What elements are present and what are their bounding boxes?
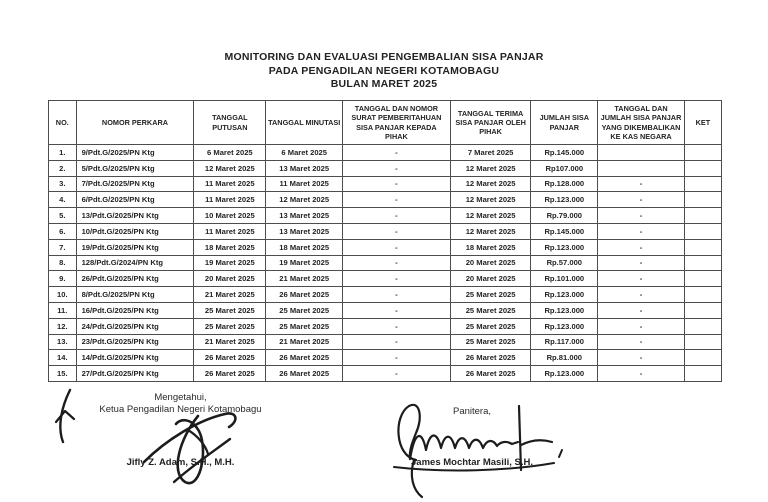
table-cell: 7 Maret 2025 xyxy=(450,145,531,161)
table-cell: - xyxy=(598,223,685,239)
table-cell: 12 Maret 2025 xyxy=(450,160,531,176)
table-cell: 11 Maret 2025 xyxy=(194,192,266,208)
column-header-jumlah-sisa-panjar: JUMLAH SISA PANJAR xyxy=(531,101,598,145)
table-cell: 25 Maret 2025 xyxy=(450,318,531,334)
table-cell: - xyxy=(343,208,451,224)
table-cell: 7. xyxy=(49,239,77,255)
table-cell: 13 Maret 2025 xyxy=(266,208,343,224)
table-cell: 10/Pdt.G/2025/PN Ktg xyxy=(76,223,194,239)
table-cell: 8/Pdt.G/2025/PN Ktg xyxy=(76,287,194,303)
table-cell: 20 Maret 2025 xyxy=(450,255,531,271)
table-cell: 26 Maret 2025 xyxy=(450,350,531,366)
table-cell: Rp.79.000 xyxy=(531,208,598,224)
table-cell: 26 Maret 2025 xyxy=(266,350,343,366)
table-cell: 128/Pdt.G/2024/PN Ktg xyxy=(76,255,194,271)
table-row xyxy=(49,287,722,303)
table-cell: - xyxy=(598,318,685,334)
table-cell: - xyxy=(343,350,451,366)
table-cell xyxy=(684,318,721,334)
table-cell: - xyxy=(343,223,451,239)
table-cell: Rp.123.000 xyxy=(531,239,598,255)
table-cell xyxy=(684,287,721,303)
table-header xyxy=(49,101,722,145)
signature-block-left xyxy=(58,392,303,469)
column-header-dikembalikan-kas-negara: TANGGAL DAN JUMLAH SISA PANJAR YANG DIKEMBALIKAN KE KAS NEGARA xyxy=(598,101,685,145)
table-cell: 18 Maret 2025 xyxy=(450,239,531,255)
table-row xyxy=(49,271,722,287)
table-cell: 11 Maret 2025 xyxy=(194,176,266,192)
table-cell: 11 Maret 2025 xyxy=(194,223,266,239)
table-row xyxy=(49,223,722,239)
table-cell: - xyxy=(598,334,685,350)
table-row xyxy=(49,176,722,192)
table-cell: - xyxy=(598,176,685,192)
table-cell: Rp.123.000 xyxy=(531,366,598,382)
column-header-tanggal-terima: TANGGAL TERIMA SISA PANJAR OLEH PIHAK xyxy=(450,101,531,145)
table-cell xyxy=(684,223,721,239)
table-cell: 12 Maret 2025 xyxy=(450,192,531,208)
table-cell: 25 Maret 2025 xyxy=(266,318,343,334)
table-cell: 25 Maret 2025 xyxy=(450,334,531,350)
table-cell: 13. xyxy=(49,334,77,350)
title-line-3: BULAN MARET 2025 xyxy=(330,78,438,90)
table-cell: - xyxy=(343,192,451,208)
table-cell: Rp.145.000 xyxy=(531,145,598,161)
table-cell: - xyxy=(598,287,685,303)
table-cell: - xyxy=(343,318,451,334)
table-row xyxy=(49,318,722,334)
table-cell: 12 Maret 2025 xyxy=(266,192,343,208)
table-cell: 25 Maret 2025 xyxy=(450,302,531,318)
table-cell: - xyxy=(598,302,685,318)
table-cell: 18 Maret 2025 xyxy=(266,239,343,255)
table-cell: Rp.57.000 xyxy=(531,255,598,271)
signature-left-subtitle: Ketua Pengadilan Negeri Kotamobagu xyxy=(99,404,262,415)
table-cell: 5. xyxy=(49,208,77,224)
table-cell: 24/Pdt.G/2025/PN Ktg xyxy=(76,318,194,334)
table-cell xyxy=(684,208,721,224)
table-cell: 12 Maret 2025 xyxy=(194,160,266,176)
table-cell: 10. xyxy=(49,287,77,303)
table-cell xyxy=(684,160,721,176)
table-cell: Rp.123.000 xyxy=(531,318,598,334)
table-cell: 13/Pdt.G/2025/PN Ktg xyxy=(76,208,194,224)
signature-right-name: James Mochtar Masili, S.H. xyxy=(411,457,533,468)
table-cell: 7/Pdt.G/2025/PN Ktg xyxy=(76,176,194,192)
table-cell: 26 Maret 2025 xyxy=(450,366,531,382)
table-cell: 8. xyxy=(49,255,77,271)
table-cell: - xyxy=(598,366,685,382)
table-cell: 6. xyxy=(49,223,77,239)
table-cell: 12. xyxy=(49,318,77,334)
table-cell xyxy=(684,334,721,350)
table-row xyxy=(49,208,722,224)
signature-left-name: Jifly Z. Adam, S.H., M.H. xyxy=(126,457,235,468)
table-row xyxy=(49,334,722,350)
table-cell: 26 Maret 2025 xyxy=(266,366,343,382)
table-cell: 10 Maret 2025 xyxy=(194,208,266,224)
table-cell: 19 Maret 2025 xyxy=(194,255,266,271)
table-cell: 26 Maret 2025 xyxy=(194,350,266,366)
table-cell: - xyxy=(598,255,685,271)
table-cell: Rp.101.000 xyxy=(531,271,598,287)
column-header-ket: KET xyxy=(684,101,721,145)
table-cell: 19 Maret 2025 xyxy=(266,255,343,271)
title-line-2: PADA PENGADILAN NEGERI KOTAMOBAGU xyxy=(268,64,500,77)
table-cell xyxy=(684,239,721,255)
table-cell: - xyxy=(343,255,451,271)
column-header-no: NO. xyxy=(49,101,77,145)
table-cell: 21 Maret 2025 xyxy=(266,271,343,287)
signature-right-title: Panitera, xyxy=(452,406,492,417)
table-cell: 25 Maret 2025 xyxy=(194,318,266,334)
table-cell: - xyxy=(343,160,451,176)
table-cell: 3. xyxy=(49,176,77,192)
table-cell: 26/Pdt.G/2025/PN Ktg xyxy=(76,271,194,287)
table-cell: 25 Maret 2025 xyxy=(450,287,531,303)
table-cell: 26 Maret 2025 xyxy=(194,366,266,382)
table-cell: 11. xyxy=(49,302,77,318)
table-cell: - xyxy=(343,145,451,161)
column-header-tanggal-minutasi: TANGGAL MINUTASI xyxy=(266,101,343,145)
table-cell xyxy=(684,192,721,208)
table-cell xyxy=(684,271,721,287)
table-cell: - xyxy=(598,192,685,208)
table-cell: 6 Maret 2025 xyxy=(194,145,266,161)
table-cell: Rp.81.000 xyxy=(531,350,598,366)
table-cell: - xyxy=(598,271,685,287)
table-header-row xyxy=(49,101,722,145)
table-cell: - xyxy=(598,208,685,224)
table-row xyxy=(49,192,722,208)
table-row xyxy=(49,350,722,366)
table-row xyxy=(49,302,722,318)
table-cell xyxy=(598,145,685,161)
table-row xyxy=(49,160,722,176)
table-cell xyxy=(598,160,685,176)
table-cell: 14. xyxy=(49,350,77,366)
table-cell: 27/Pdt.G/2025/PN Ktg xyxy=(76,366,194,382)
table-cell: 19/Pdt.G/2025/PN Ktg xyxy=(76,239,194,255)
table-cell: 25 Maret 2025 xyxy=(266,302,343,318)
title-line-1: MONITORING DAN EVALUASI PENGEMBALIAN SISA PANJAR xyxy=(224,51,544,63)
table-cell: - xyxy=(343,287,451,303)
table-cell: Rp.123.000 xyxy=(531,192,598,208)
table-cell xyxy=(684,255,721,271)
table-cell: - xyxy=(343,176,451,192)
table-cell: 12 Maret 2025 xyxy=(450,176,531,192)
signature-left-title: Mengetahui, xyxy=(154,392,207,403)
table-cell: Rp.128.000 xyxy=(531,176,598,192)
table-row xyxy=(49,239,722,255)
table-cell: - xyxy=(343,239,451,255)
table-cell: - xyxy=(598,350,685,366)
table-cell: 15. xyxy=(49,366,77,382)
table-row xyxy=(49,255,722,271)
table-cell: 13 Maret 2025 xyxy=(266,160,343,176)
table-cell xyxy=(684,176,721,192)
table-cell: 5/Pdt.G/2025/PN Ktg xyxy=(76,160,194,176)
table-cell: - xyxy=(343,302,451,318)
signature-block-right xyxy=(352,406,592,469)
table-row xyxy=(49,366,722,382)
table-cell: Rp.123.000 xyxy=(531,302,598,318)
table-cell: 6 Maret 2025 xyxy=(266,145,343,161)
column-header-surat-pemberitahuan: TANGGAL DAN NOMOR SURAT PEMBERITAHUAN SISA PANJAR KEPADA PIHAK xyxy=(343,101,451,145)
table-cell: 20 Maret 2025 xyxy=(450,271,531,287)
table-cell: 4. xyxy=(49,192,77,208)
monitoring-table xyxy=(48,100,722,382)
table-cell: 9. xyxy=(49,271,77,287)
table-cell: Rp.123.000 xyxy=(531,287,598,303)
table-cell: 20 Maret 2025 xyxy=(194,271,266,287)
table-cell: 12 Maret 2025 xyxy=(450,208,531,224)
table-cell: 25 Maret 2025 xyxy=(194,302,266,318)
table-cell: - xyxy=(343,271,451,287)
table-body xyxy=(49,145,722,382)
table-row xyxy=(49,145,722,161)
column-header-nomor-perkara: NOMOR PERKARA xyxy=(76,101,194,145)
table-cell: - xyxy=(343,366,451,382)
table-cell: 13 Maret 2025 xyxy=(266,223,343,239)
table-cell: 2. xyxy=(49,160,77,176)
table-cell: Rp.145.000 xyxy=(531,223,598,239)
document-title xyxy=(0,51,768,92)
table-cell xyxy=(684,302,721,318)
column-header-tanggal-putusan: TANGGAL PUTUSAN xyxy=(194,101,266,145)
table-cell: 21 Maret 2025 xyxy=(194,334,266,350)
table-cell: 12 Maret 2025 xyxy=(450,223,531,239)
table-cell xyxy=(684,145,721,161)
table-cell xyxy=(684,350,721,366)
table-cell: 1. xyxy=(49,145,77,161)
table-cell xyxy=(684,366,721,382)
table-cell: 21 Maret 2025 xyxy=(194,287,266,303)
table-cell: 21 Maret 2025 xyxy=(266,334,343,350)
table-cell: 16/Pdt.G/2025/PN Ktg xyxy=(76,302,194,318)
table-cell: 11 Maret 2025 xyxy=(266,176,343,192)
table-cell: - xyxy=(343,334,451,350)
table-cell: 26 Maret 2025 xyxy=(266,287,343,303)
table-cell: 14/Pdt.G/2025/PN Ktg xyxy=(76,350,194,366)
table-cell: 6/Pdt.G/2025/PN Ktg xyxy=(76,192,194,208)
table-cell: 23/Pdt.G/2025/PN Ktg xyxy=(76,334,194,350)
table-cell: Rp107.000 xyxy=(531,160,598,176)
table-cell: 18 Maret 2025 xyxy=(194,239,266,255)
table-cell: Rp.117.000 xyxy=(531,334,598,350)
table-cell: - xyxy=(598,239,685,255)
table-cell: 9/Pdt.G/2025/PN Ktg xyxy=(76,145,194,161)
